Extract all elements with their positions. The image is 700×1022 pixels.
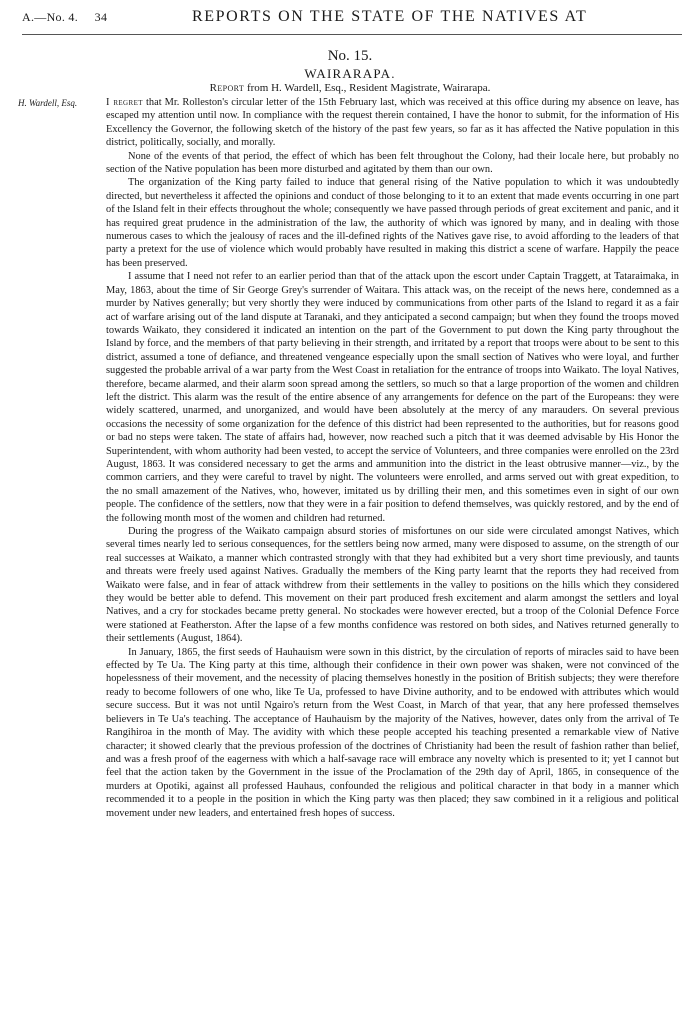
- paragraph: The organization of the King party failed to induce that general rising of the Native population to which it was undoubtedly directed, but nevertheless it affected the opinions and conduct of those belonging to it to an extent that made events occurring in one part of the Island felt in their effects throughout the whole; consequently we have passed through periods of great excitement and panic, and it has required great prudence in the administration of the law, the authority of which was ignored by many, and in dealing with those numerous cases to which the jealousy of races and the ill-defined rights of the Natives gave rise, to avoid affording to the leaders of that party a pretext for the use of violence which would probably have resulted in making this district a scene of warfare. Happily the peace has been preserved.: [106, 177, 679, 269]
- paragraph: During the progress of the Waikato campaign absurd stories of misfortunes on our side were circulated amongst Natives, which several times nearly led to serious consequences, for the settlers being now armed, many were disposed to assume, on the strength of our real successes at Waikato, a manner which contrasted strongly with that they had exhibited but a very short time previously, and taunts and threats were freely used against Natives. Gradually the members of the King party learnt that the reports they had received from Waikato were false, and in fear of attack withdrew from their settlements in the valley to positions on the hills which they considered they would be better able to defend. This movement on their part produced fresh excitement and alarm amongst the settlers and loyal Natives, and a cry for stockades became pretty general. No stockades were however erected, but a troop of the Colonial Defence Force were stationed at Featherston. After the lapse of a few months confidence was restored on both sides, and Natives returned generally to their settlements (August, 1864).: [106, 526, 679, 645]
- header-rule: [22, 34, 682, 35]
- header-ref: [22, 10, 107, 25]
- paragraph: In January, 1865, the first seeds of Hauhauism were sown in this district, by the circulation of reports of miracles said to have been effected by Te Ua. The King party at this time, although their confidence in their own power was shaken, were not convinced of the hopelessness of their movement, and the necessity of placing themselves honestly in the position of British subjects; they were therefore ready to become followers of one who, like Te Ua, professed to have Divine authority, and to be endowed with attributes which would secure success. But it was not until Ngairo's return from the West Coast, in March of that year, that any here professed themselves believers in Te Ua's teaching. The acceptance of Hauhauism by the majority of the Natives, however, dates only from the arrival of Te Rangihiroa in the month of May. The avidity with which these people accepted his teaching presented a remarkable view of Native character; it showed clearly that the previous profession of the doctrines of Christianity had been the result of fashion rather than belief, and was a fresh proof of the eagerness with which a half-savage race will embrace any novelty which is presented to it; yet I cannot but feel that the action taken by the Government in the issue of the Proclamation of the 29th day of April, 1865, in consequence of the murders at Opotiki, against all professed Hauhaus, confounded the religious and political character in that body in a manner which recommended it to a people in the position in which the King party was then placed; they saw combined in it a religious and political movement under new leaders, and entertained fresh hopes of success.: [106, 646, 679, 819]
- paper-ref: A.—No. 4.: [22, 10, 79, 24]
- report-label: Report: [209, 82, 245, 94]
- report-body: [106, 96, 679, 820]
- paragraph: I regret that Mr. Rolleston's circular letter of the 15th February last, which was received at this office during my absence on leave, has escaped my attention until now. In compliance with the request therein contained, I have the honor to submit, for the information of His Excellency the Governor, the following sketch of the history of the past few years, so far as it has affected the Native population in this district, politically, socially, and morally.: [106, 97, 679, 149]
- report-author-line: [0, 82, 700, 94]
- district-heading: WAIRARAPA.: [304, 66, 396, 81]
- page-number: 34: [94, 10, 108, 24]
- paragraph: I assume that I need not refer to an earlier period than that of the attack upon the escort under Captain Traggett, at Tataraimaka, in May, 1863, about the time of Sir George Grey's surrender of Waitara. This attack was, on the receipt of the news here, condemned as a murder by Natives generally; but very shortly they were induced by communications from other parts of the Island to regard it as a fair act of warfare arising out of the land dispute at Taranaki, and they anticipated a second campaign; but when they found the troops moved towards Waikato, they considered it indicated an intention on the part of the Government to put down the King party throughout the Island by force, and the members of that party believing in their strength, and irritated by a report that troops were about to be sent to this district, assumed a tone of defiance, and threatened vengeance especially upon the small section of Natives who were loyal, and further suggested the probable arrival of a war party from the West Coast in retaliation for the entrance of troops into Waikato. The loyal Natives, therefore, became alarmed, and their alarm soon spread among the settlers, so much so that a large proportion of the women and children left the district. This alarm was the result of the entire absence of any arrangements for defence on the part of the Europeans: they were widely scattered, unarmed, and unorganized, and would have been absolutely at the mercy of any marauders. On several previous occasions the necessity of some organization for the defence of this district had been represented to the authorities, but for reasons good or bad no steps were taken. The state of affairs had, however, now reached such a pitch that it was deemed advisable by His Honor the Superintendent, with whom authority had been vested, to accept the service of Volunteers, and three companies were enrolled on the 23rd August, 1863. It was considered necessary to get the arms and ammunition into the district in the least obtrusive manner—viz., by the common carriers, and they were careful to travel by night. The volunteers were enrolled, and arms served out with great expedition, to the no small amazement of the Natives, who, however, imitated us by drilling their men, and this sometimes even in sight of our own people. The confidence of the settlers, now that they were in a fair position to defend themselves, was quickly restored, and by the end of the following month most of the women and children had returned.: [106, 271, 679, 524]
- page-header: [22, 8, 682, 30]
- paragraph: None of the events of that period, the effect of which has been felt throughout the Colony, had their locale here, but probably no section of the Native population has been more disturbed and agitated by them than our own.: [106, 150, 679, 176]
- running-title: REPORTS ON THE STATE OF THE NATIVES AT: [192, 8, 588, 25]
- report-author: from H. Wardell, Esq., Resident Magistrate, Wairarapa.: [244, 82, 491, 94]
- opening-word: I regret: [106, 97, 143, 108]
- report-number: No. 15.: [327, 48, 373, 64]
- margin-note: H. Wardell, Esq.: [18, 98, 78, 108]
